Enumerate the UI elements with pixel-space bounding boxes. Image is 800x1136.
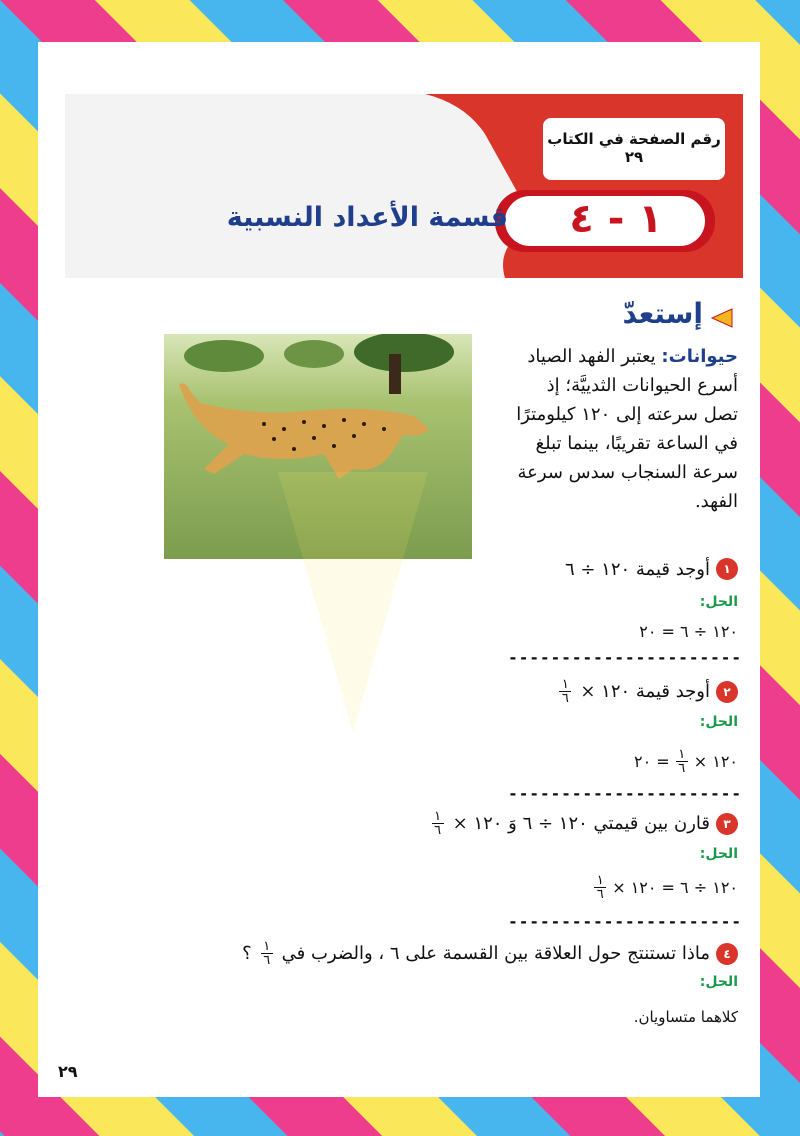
section-heading: إستعدّ	[622, 297, 703, 330]
question-1-solution: ١٢٠ ÷ ٦ = ٢٠	[639, 622, 738, 641]
fraction-numerator: ١	[434, 809, 442, 824]
divider-2: ----------------------	[508, 784, 742, 803]
question-3	[429, 810, 738, 837]
fraction-numerator: ١	[678, 747, 686, 762]
question-4-text-tail: ؟	[242, 943, 252, 964]
question-3-number: ٣	[716, 813, 738, 835]
fraction-numerator: ١	[561, 677, 569, 692]
question-3-solution-text: ١٢٠ ÷ ٦ = ١٢٠ ×	[612, 878, 738, 897]
question-2-fraction	[559, 678, 571, 705]
intro-paragraph	[508, 342, 738, 516]
question-3-solution-label: الحل:	[699, 846, 738, 862]
fraction-numerator: ١	[263, 939, 271, 954]
divider-3: ----------------------	[508, 912, 742, 931]
question-4-solution-label: الحل:	[699, 974, 738, 990]
question-3-solution-fraction	[594, 874, 606, 901]
question-2	[556, 678, 738, 705]
lesson-number: ١ - ٤	[569, 196, 663, 242]
lesson-title: قسمة الأعداد النسبية	[226, 202, 508, 233]
question-4-solution: كلاهما متساويان.	[633, 1008, 738, 1026]
question-2-solution-text: ١٢٠ ×	[693, 752, 738, 771]
question-3-text: قارن بين قيمتي ١٢٠ ÷ ٦ وَ ١٢٠ ×	[452, 813, 710, 834]
question-4	[242, 940, 738, 967]
intro-text: يعتبر الفهد الصياد أسرع الحيوانات الثدييَّة؛ إذ تصل سرعته إلى ١٢٠ كيلومترًا في الساعة تقريبًا، بينما تبلغ سرعة السنجاب سدس سرعة الفهد.	[516, 346, 738, 512]
divider-1: ----------------------	[508, 648, 742, 667]
question-2-solution-fraction	[676, 748, 688, 775]
question-3-fraction	[432, 810, 444, 837]
question-1-solution-label: الحل:	[699, 594, 738, 610]
book-page-reference	[543, 118, 725, 180]
question-2-solution-label: الحل:	[699, 714, 738, 730]
book-page-number: ٢٩	[624, 148, 644, 166]
intro-keyword: حيوانات:	[661, 346, 738, 367]
question-4-fraction	[261, 940, 273, 967]
page-number: ٢٩	[58, 1062, 78, 1081]
question-2-number: ٢	[716, 681, 738, 703]
worksheet-page	[38, 42, 760, 1097]
section-arrow-icon	[710, 307, 734, 329]
question-2-text: أوجد قيمة ١٢٠ ×	[580, 681, 710, 702]
fraction-numerator: ١	[596, 873, 604, 888]
book-page-label: رقم الصفحة في الكتاب	[547, 130, 721, 148]
question-1-number: ١	[716, 558, 738, 580]
pencil-watermark	[268, 472, 438, 732]
question-4-number: ٤	[716, 943, 738, 965]
question-3-solution	[591, 874, 738, 901]
fraction-denominator: ٦	[678, 761, 686, 776]
fraction-denominator: ٦	[434, 823, 442, 838]
fraction-denominator: ٦	[561, 691, 569, 706]
question-4-text: ماذا تستنتج حول العلاقة بين القسمة على ٦ ، والضرب في	[281, 943, 710, 964]
question-2-solution	[634, 748, 738, 775]
fraction-denominator: ٦	[263, 953, 271, 968]
question-1	[565, 558, 738, 580]
question-1-text: أوجد قيمة ١٢٠ ÷ ٦	[564, 558, 710, 580]
question-2-solution-result: = ٢٠	[634, 752, 670, 771]
fraction-denominator: ٦	[596, 887, 604, 902]
